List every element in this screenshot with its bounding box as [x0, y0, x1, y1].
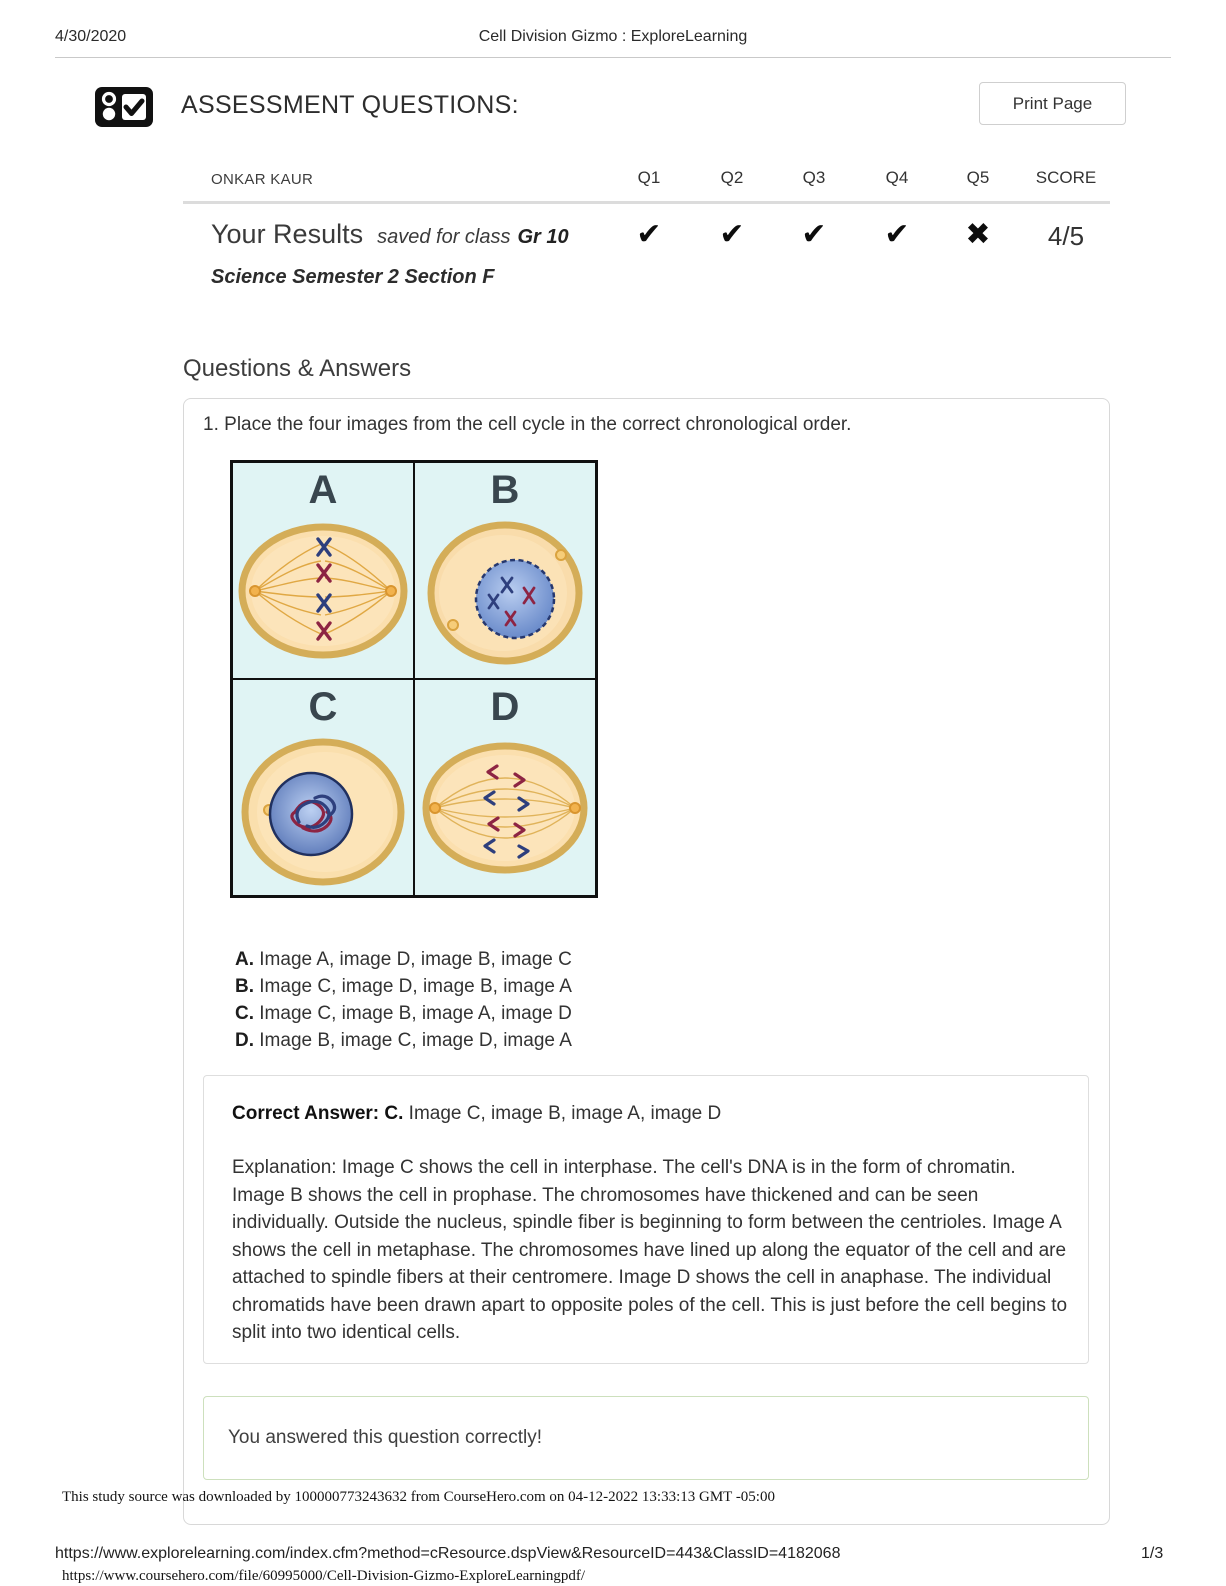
- class-name: Gr 10: [517, 226, 569, 248]
- feedback-text: You answered this question correctly!: [228, 1427, 543, 1448]
- q3-mark-correct-icon: ✔: [801, 217, 827, 252]
- q2-mark-correct-icon: ✔: [719, 217, 745, 252]
- cell-image-b-prophase: [415, 511, 595, 671]
- correct-answer-text: Image C, image B, image A, image D: [408, 1103, 722, 1124]
- centriole-left: [250, 586, 260, 596]
- cell-image-panel-a: [233, 463, 413, 678]
- cell-image-label-b: B: [490, 468, 520, 512]
- cell-granule: [556, 550, 566, 560]
- page-title: ASSESSMENT QUESTIONS:: [181, 91, 519, 119]
- class-name-line2: Science Semester 2 Section F: [211, 266, 495, 288]
- cell-image-c-interphase: [233, 728, 413, 888]
- coursehero-url: https://www.coursehero.com/file/60995000/Cell-Division-Gizmo-ExploreLearningpdf/: [62, 1568, 586, 1584]
- cell-image-d-anaphase: [415, 728, 595, 888]
- q1-mark-correct-icon: ✔: [636, 217, 662, 252]
- question-text: [203, 414, 851, 436]
- print-page-button[interactable]: Print Page: [979, 82, 1126, 125]
- questions-answers-heading: Questions & Answers: [183, 355, 412, 382]
- correct-answer-line: [232, 1103, 721, 1125]
- coursehero-download-note: This study source was downloaded by 100000773243632 from CourseHero.com on 04-12-2022 13:33:13 GMT -05:00: [62, 1489, 775, 1505]
- cell-image-a-metaphase: [233, 511, 413, 671]
- cell-image-label-d: D: [490, 685, 520, 729]
- results-row-label: [211, 219, 569, 250]
- results-table-divider: [183, 201, 1110, 204]
- column-q4: Q4: [885, 168, 909, 187]
- q5-mark-incorrect-icon: ✖: [965, 217, 991, 252]
- your-results-label: Your Results: [211, 219, 364, 249]
- nucleus: [270, 773, 352, 855]
- centriole-left: [430, 803, 440, 813]
- source-url: https://www.explorelearning.com/index.cfm?method=cResource.dspView&ResourceID=443&ClassID=4182068: [55, 1545, 841, 1562]
- student-name: ONKAR KAUR: [211, 171, 314, 188]
- cell-image-label-a: A: [308, 468, 338, 512]
- cell-granule: [448, 620, 458, 630]
- column-q3: Q3: [802, 168, 826, 187]
- print-date: 4/30/2020: [55, 28, 127, 45]
- column-score: SCORE: [1035, 168, 1097, 187]
- question-number: 1.: [203, 414, 219, 435]
- answer-options: [235, 946, 572, 1054]
- cell-image-panel-c: [233, 680, 413, 895]
- document-title: Cell Division Gizmo : ExploreLearning: [478, 28, 748, 45]
- page-number: 1/3: [1141, 1545, 1164, 1562]
- explanation-text: Explanation: Image C shows the cell in interphase. The cell's DNA is in the form of chromatin. Image B shows the cell in prophase. The chromosomes have thickened and can be seen individually. Outside the nucleus, spindle fiber is beginning to form between the centrioles. Image A shows the cell in metaphase. The chromosomes have lined up along the equator of the cell and are attached to spindle fibers at their centromere. Image D shows the cell in anaphase. The individual chromatids have been drawn apart to opposite poles of the cell. This is just before the cell begins to split into two identical cells.: [232, 1157, 1068, 1343]
- centriole-right: [386, 586, 396, 596]
- score-value: 4/5: [1047, 221, 1085, 251]
- q4-mark-correct-icon: ✔: [884, 217, 910, 252]
- cell-cycle-image-grid: [230, 460, 598, 898]
- answer-option-b: B. Image C, image D, image B, image A: [235, 976, 572, 997]
- correct-answer-label: Correct Answer: C.: [232, 1103, 404, 1124]
- question-body: Place the four images from the cell cycle in the correct chronological order.: [224, 414, 852, 435]
- correct-answer-box: [203, 1075, 1089, 1364]
- centriole-right: [570, 803, 580, 813]
- cell-image-panel-d: [415, 680, 595, 895]
- header-divider: [55, 57, 1171, 58]
- saved-for-class-note: saved for class: [377, 226, 511, 248]
- column-q2: Q2: [720, 168, 744, 187]
- column-q1: Q1: [637, 168, 661, 187]
- column-q5: Q5: [966, 168, 990, 187]
- assessment-checklist-icon: [95, 87, 153, 127]
- cell-image-panel-b: [415, 463, 595, 678]
- answer-option-d: D. Image B, image C, image D, image A: [235, 1030, 572, 1051]
- answer-option-a: A. Image A, image D, image B, image C: [235, 949, 572, 970]
- cell-image-label-c: C: [308, 685, 338, 729]
- feedback-box: [203, 1396, 1089, 1480]
- answer-option-c: C. Image C, image B, image A, image D: [235, 1003, 572, 1024]
